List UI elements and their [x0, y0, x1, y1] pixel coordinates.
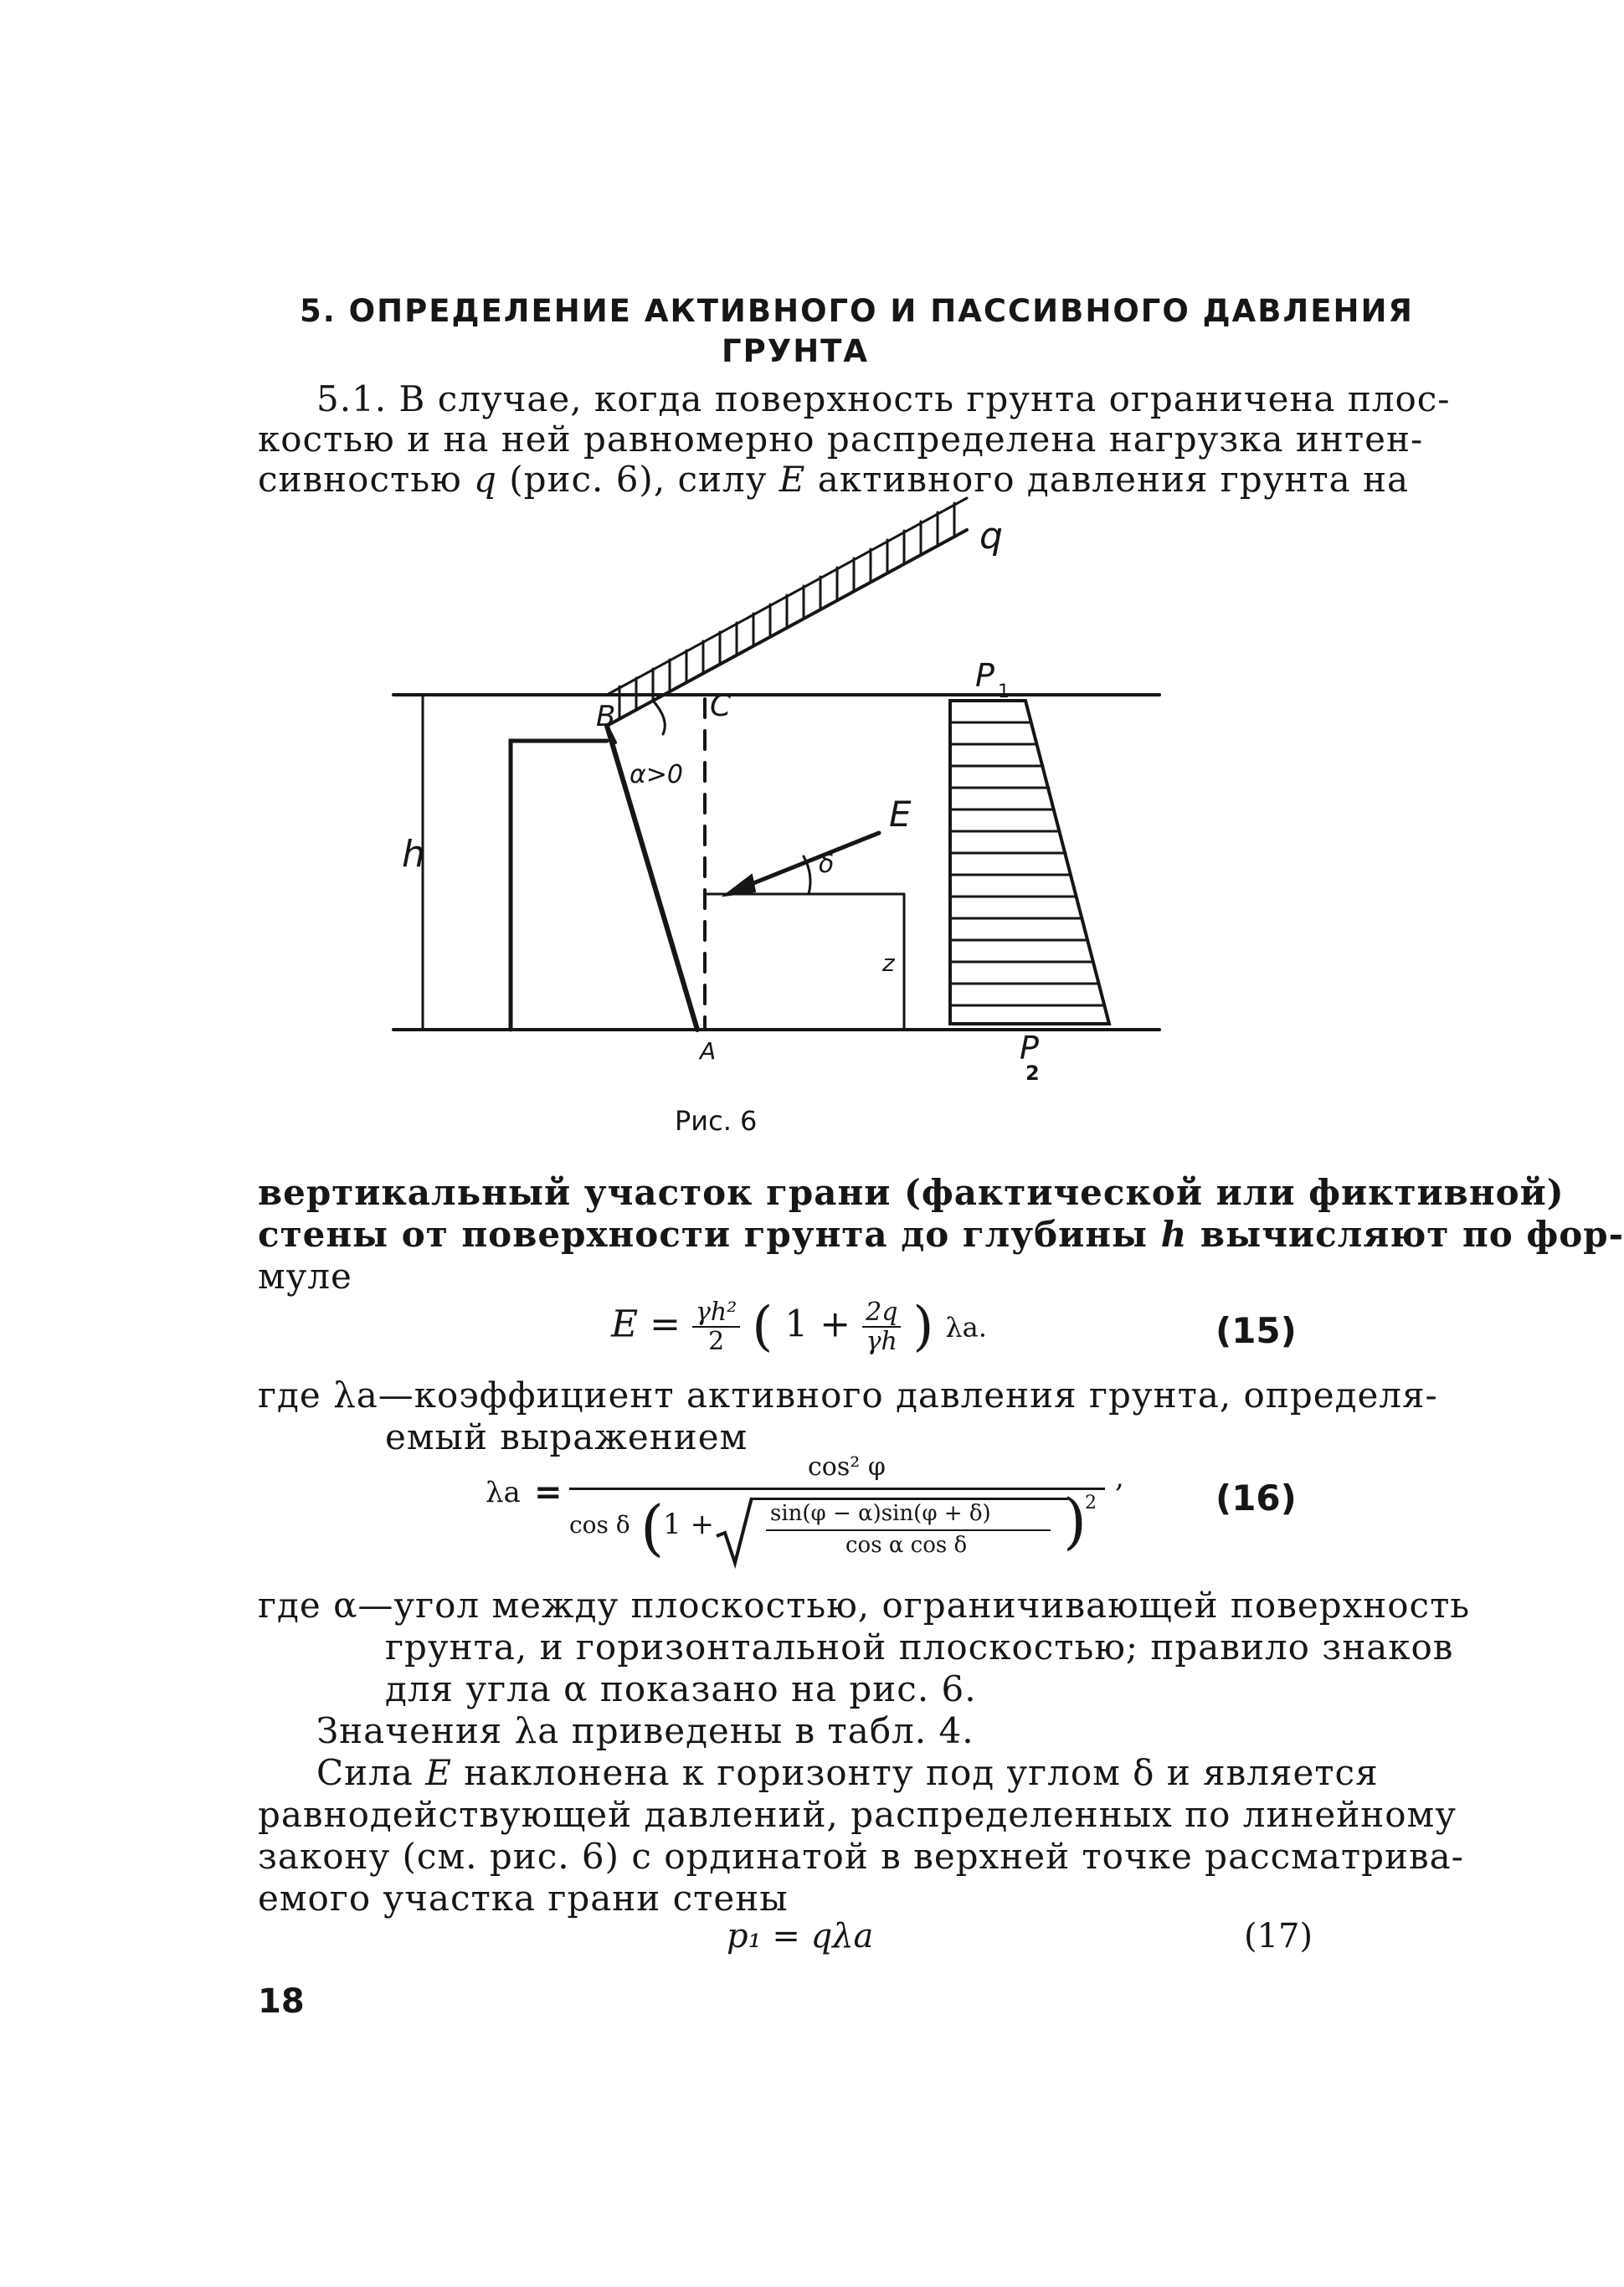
eq16-sqrt-numerator: sin(φ − α)sin(φ + δ)	[770, 1501, 991, 1526]
force-para-line4: емого участка грани стены	[258, 1878, 789, 1919]
text-run: (рис. 6), силу	[496, 459, 779, 500]
label-z: z	[882, 949, 895, 977]
where-lambda-line1	[258, 1375, 1438, 1416]
text-run: сивностью	[258, 459, 474, 500]
sqrt-sign-icon	[713, 1494, 755, 1565]
label-delta: δ	[819, 850, 835, 879]
text-run: —коэффициент активного давления грунта, определя-	[378, 1375, 1438, 1416]
label-q: q	[979, 515, 1003, 558]
eq15-fraction-2	[862, 1298, 901, 1355]
label-C: C	[710, 689, 732, 723]
values-note	[316, 1710, 974, 1751]
where-alpha-line1: где α—угол между плоскостью, ограничивающей поверхность	[258, 1585, 1471, 1626]
text-run: активного давления грунта на	[805, 459, 1410, 500]
eq15-den1: 2	[708, 1327, 725, 1356]
eq16-comma: ,	[1115, 1461, 1124, 1494]
eq16-fraction-bar	[569, 1488, 1105, 1490]
symbol-q: q	[473, 459, 497, 500]
eq16-inner-bar	[766, 1529, 1051, 1531]
text-run: Сила	[316, 1752, 426, 1793]
eq16-one-plus: 1 +	[663, 1508, 714, 1541]
section-heading-line1: 5. ОПРЕДЕЛЕНИЕ АКТИВНОГО И ПАССИВНОГО ДАВЛЕНИЯ	[300, 293, 1414, 329]
eq15-num1: γh²	[692, 1298, 740, 1328]
eq15-one-plus: 1 +	[784, 1303, 851, 1346]
eq15-E: E	[611, 1303, 639, 1346]
text-run: где	[258, 1375, 334, 1416]
label-P2: P	[1020, 1030, 1039, 1066]
page-number: 18	[258, 1982, 305, 2021]
where-alpha-line3: для угла α показано на рис. 6.	[385, 1668, 977, 1709]
label-P2-sub: 2	[1025, 1061, 1040, 1085]
symbol-lambda-a: λа	[333, 1375, 378, 1416]
equation-17: p₁ = qλа	[727, 1917, 874, 1956]
force-E-arrowhead	[724, 875, 755, 896]
wall-outline	[511, 741, 607, 1030]
force-para-line3: закону (см. рис. 6) с ординатой в верхней точке рассматрива-	[258, 1836, 1464, 1877]
label-alpha: α>0	[630, 760, 683, 789]
load-arrows	[619, 503, 954, 717]
equation-15	[611, 1296, 987, 1358]
equation-16-number: (16)	[1215, 1478, 1297, 1519]
equation-16	[486, 1452, 1130, 1570]
figure-caption: Рис. 6	[675, 1105, 758, 1137]
eq15-equals: =	[650, 1303, 681, 1346]
label-E: E	[889, 794, 912, 835]
eq15-fraction-1	[692, 1298, 740, 1355]
eq15-lambda: λа.	[945, 1311, 987, 1344]
para-5-1-line2: костью и на ней равномерно распределена нагрузка интен-	[258, 419, 1424, 460]
continuation-line2	[258, 1214, 1624, 1255]
symbol-lambda-a: λа	[514, 1710, 560, 1751]
force-para-line1	[316, 1752, 1379, 1793]
force-para-line2: равнодействующей давлений, распределенных по линейному	[258, 1794, 1457, 1835]
eq16-square: 2	[1085, 1493, 1097, 1514]
eq15-close-paren: )	[912, 1296, 934, 1358]
equation-17-number: (17)	[1244, 1917, 1313, 1956]
label-B: B	[596, 700, 616, 733]
eq16-numerator: cos² φ	[808, 1452, 886, 1482]
symbol-h: h	[1160, 1214, 1188, 1255]
eq16-equals: =	[534, 1472, 563, 1512]
label-A: A	[700, 1037, 717, 1065]
para-5-1-line1: 5.1. В случае, когда поверхность грунта ограничена плос-	[316, 378, 1451, 419]
text-run: приведены в табл. 4.	[559, 1710, 974, 1751]
symbol-E: E	[779, 459, 806, 500]
eq15-num2: 2q	[862, 1298, 901, 1328]
text-run: вычисляют по фор-	[1187, 1214, 1624, 1255]
text-run: наклонена к горизонту под углом δ и является	[451, 1752, 1379, 1793]
section-heading-line2: ГРУНТА	[722, 333, 870, 369]
symbol-E: E	[425, 1752, 452, 1793]
label-P1: P	[975, 657, 994, 694]
pressure-hatching	[950, 722, 1104, 1005]
alpha-arc	[653, 701, 665, 734]
eq16-cos-delta: cos δ	[569, 1511, 630, 1539]
label-P1-sub: 1	[998, 681, 1010, 702]
eq16-lambda: λа	[486, 1476, 521, 1509]
eq16-sqrt-denominator: cos α cos δ	[845, 1533, 968, 1558]
eq16-radical-bar	[750, 1498, 1068, 1500]
equation-15-number: (15)	[1215, 1310, 1297, 1351]
pressure-diagram	[950, 701, 1109, 1024]
figure-6-diagram	[368, 506, 1189, 1084]
where-alpha-line2: грунта, и горизонтальной плоскостью; правило знаков	[385, 1627, 1454, 1668]
text-run: Значения	[316, 1710, 515, 1751]
continuation-line1: вертикальный участок грани (фактической или фиктивной)	[258, 1172, 1565, 1213]
label-h: h	[402, 833, 425, 876]
para-5-1-line3	[258, 459, 1409, 500]
eq16-open-paren: (	[640, 1493, 665, 1563]
eq15-open-paren: (	[752, 1296, 773, 1358]
eq15-den2: γh	[866, 1327, 897, 1356]
continuation-line3: муле	[258, 1256, 352, 1297]
text-run: стены от поверхности грунта до глубины	[258, 1214, 1161, 1255]
where-lambda-line2: емый выражением	[385, 1416, 748, 1457]
eq16-close-paren: )	[1063, 1486, 1087, 1556]
